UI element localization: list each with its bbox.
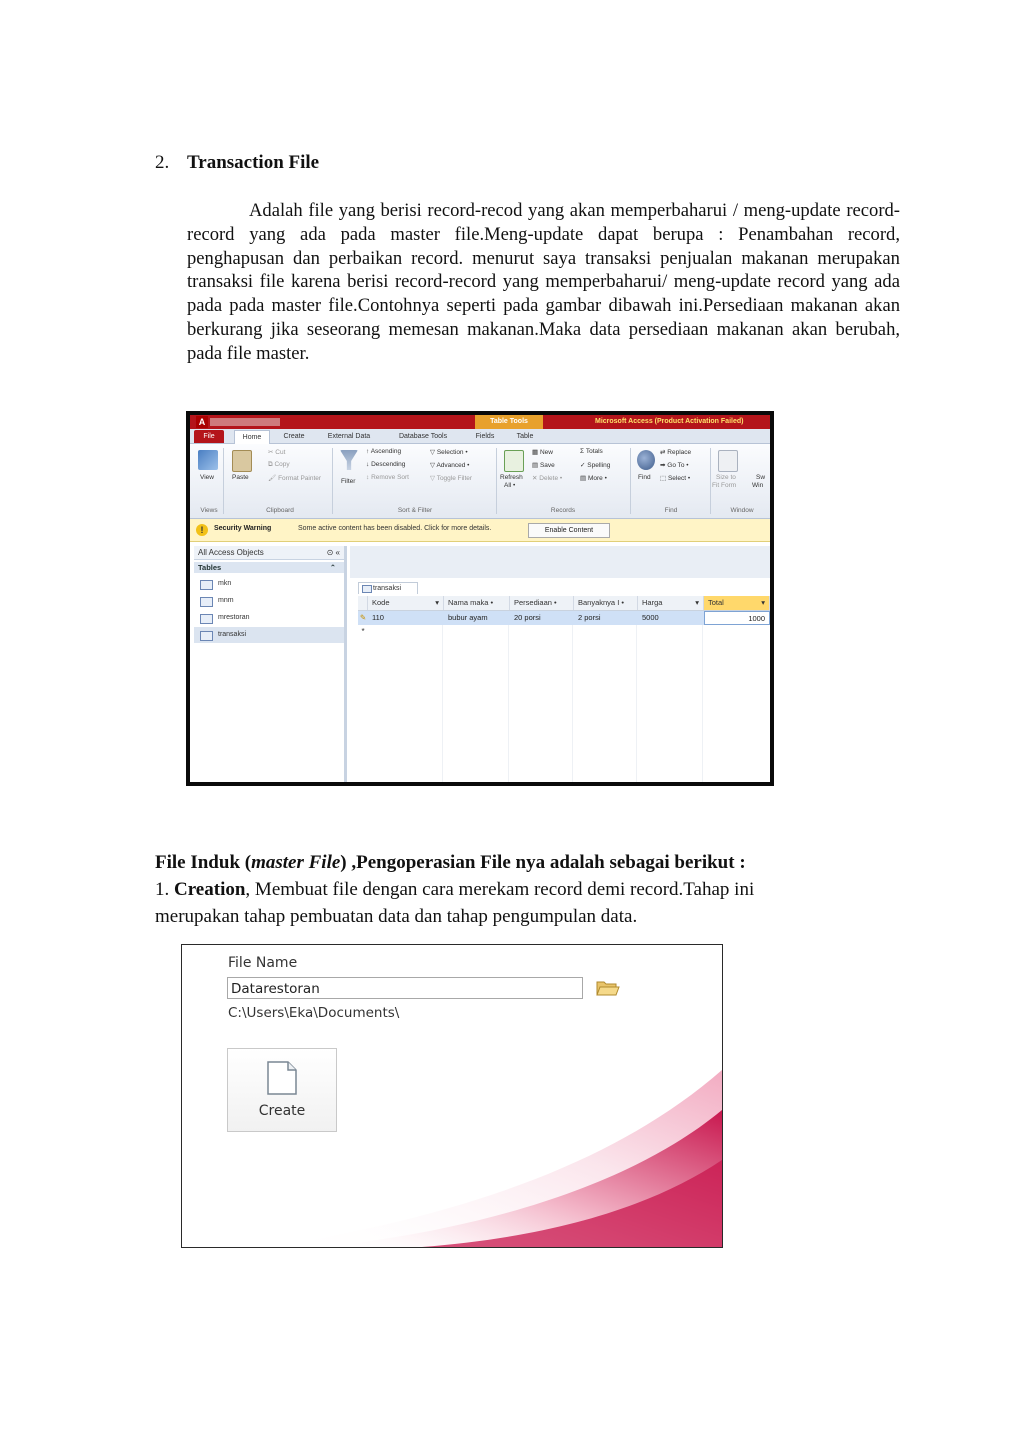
group-records: Records [550, 507, 576, 514]
ribbon [190, 444, 770, 519]
file-path: C:\Users\Eka\Documents\ [228, 1005, 400, 1021]
ascending-label: Ascending [370, 448, 402, 455]
paragraph-line: record, penghapusan dan perbaikan record. menurut saya transaksi penjualan [187, 223, 900, 269]
create-label: Create [258, 1103, 306, 1119]
view-button[interactable]: View [200, 474, 214, 481]
selection-label: Selection • [436, 449, 468, 456]
datasheet-area [350, 546, 770, 782]
find-icon[interactable] [637, 450, 655, 470]
find-button[interactable]: Find [638, 474, 651, 481]
view-icon[interactable] [198, 450, 218, 470]
descending-label: Descending [371, 461, 406, 468]
tab-table[interactable]: Table [516, 433, 534, 440]
heading-pre: File Induk ( [155, 852, 252, 873]
app-title: Microsoft Access (Product Activation Failed) [595, 418, 744, 425]
file-name-input[interactable]: Datarestoran [227, 977, 583, 999]
save-label: Save [539, 462, 555, 469]
table-icon [200, 631, 213, 641]
create-button[interactable] [227, 1048, 337, 1132]
group-window: Window [730, 507, 754, 514]
advanced-label: Advanced • [436, 462, 470, 469]
replace-label: Replace [667, 449, 692, 456]
ascending-button[interactable]: ↑ Ascending [366, 448, 402, 455]
remove-sort-label: Remove Sort [371, 474, 409, 481]
tab-file[interactable]: File [194, 430, 224, 443]
column-header-kode[interactable]: Kode ▾ [368, 596, 444, 610]
nav-header[interactable] [194, 546, 344, 560]
item-number: 1. [155, 879, 170, 900]
nav-item-mkn[interactable] [194, 576, 344, 592]
new-record-button[interactable]: ▦ New [532, 449, 553, 456]
section-paragraph [187, 199, 900, 366]
format-painter-label: Format Painter [278, 475, 322, 482]
column-header-total[interactable]: Total ▾ [704, 596, 770, 610]
selection-button[interactable]: ▽ Selection • [430, 449, 468, 456]
heading-italic: master File [251, 852, 341, 873]
cell-banyaknya[interactable]: 2 porsi [578, 613, 601, 622]
size-to-fit-label: Fit Form [712, 482, 737, 489]
cell-nama[interactable]: bubur ayam [448, 613, 488, 622]
security-warning-bar [190, 519, 770, 542]
navigation-pane [194, 546, 347, 782]
nav-item-label: mnm [218, 597, 234, 604]
select-label: Select • [667, 475, 691, 482]
paragraph-line: record-record yang ada pada master file.Meng-update dapat berupa : Penambahan [187, 200, 901, 245]
column-header-banyaknya[interactable]: Banyaknya I • [574, 596, 638, 610]
access-title-bar [190, 415, 770, 429]
quick-access-toolbar [210, 418, 280, 426]
security-warning-label: Security Warning [214, 525, 272, 532]
nav-item-transaksi[interactable] [194, 627, 344, 643]
file-name-label: File Name [228, 955, 298, 971]
cell-persediaan[interactable]: 20 porsi [514, 613, 541, 622]
creation-item-line2: merupakan tahap pembuatan data dan tahap pengumpulan data. [155, 906, 638, 927]
tab-external-data[interactable]: External Data [327, 433, 371, 440]
copy-label: Copy [274, 461, 290, 468]
goto-label: Go To • [667, 462, 689, 469]
heading-post: ) ,Pengoperasian File nya adalah sebagai berikut : [340, 852, 746, 873]
copy-button[interactable]: ⧉ Copy [268, 461, 290, 468]
item-bold: Creation [174, 879, 246, 900]
edit-pencil-icon: ✎ [359, 613, 367, 622]
subsection-heading [155, 852, 746, 874]
folder-open-icon[interactable] [596, 979, 620, 997]
switch-windows-label: Win [752, 482, 764, 489]
column-header-persediaan[interactable]: Persediaan • [510, 596, 574, 610]
more-label: More • [587, 475, 607, 482]
warning-icon: ! [196, 524, 208, 536]
delete-record-button[interactable]: ✕ Delete • [532, 475, 563, 482]
totals-button[interactable]: Σ Totals [580, 448, 603, 455]
spelling-label: Spelling [587, 462, 611, 469]
paragraph-line: dibawah ini.Persediaan makanan akan berkurang jika seseorang memesan [187, 295, 900, 340]
row-selector-header[interactable] [358, 596, 368, 610]
section-number: 2. [155, 152, 170, 173]
new-label: New [539, 449, 553, 456]
more-button[interactable]: ▤ More • [580, 475, 607, 482]
refresh-button[interactable]: Refresh [500, 474, 523, 481]
ribbon-tabs [190, 429, 770, 444]
remove-sort-button[interactable]: ↕ Remove Sort [366, 474, 409, 481]
select-button[interactable]: ⬚ Select • [660, 475, 691, 482]
tab-home[interactable]: Home [234, 430, 270, 444]
size-to-fit-icon[interactable] [718, 450, 738, 472]
paragraph-line: makanan.Maka data persediaan makanan akan berubah, pada file master. [187, 318, 901, 364]
refresh-icon[interactable] [504, 450, 524, 472]
paragraph-line: Adalah file yang berisi record-recod yang akan memperbaharui / meng-update [249, 200, 841, 221]
refresh-all-label: All • [504, 482, 516, 489]
column-header-label: Kode [372, 598, 390, 607]
paragraph-line: makanan merupakan transaksi file karena berisi record-record yang memperbaharui/ [187, 247, 900, 293]
goto-button[interactable]: ➡ Go To • [660, 462, 689, 469]
new-record-marker[interactable]: * [361, 627, 365, 636]
datasheet-header [358, 596, 770, 611]
tab-fields[interactable]: Fields [475, 433, 495, 440]
item-rest: , Membuat file dengan cara merekam record demi record.Tahap ini [245, 879, 755, 900]
table-icon [200, 597, 213, 607]
cell-kode[interactable]: 110 [372, 613, 384, 622]
blank-document-icon [266, 1061, 298, 1095]
nav-header-label: All Access Objects [198, 548, 264, 557]
paste-button[interactable]: Paste [232, 474, 249, 481]
datasheet-empty-area [368, 625, 770, 782]
access-logo-icon: A [196, 416, 208, 428]
section-title: Transaction File [187, 152, 320, 173]
advanced-button[interactable]: ▽ Advanced • [430, 462, 470, 469]
column-header-nama[interactable]: Nama maka • [444, 596, 510, 610]
datasheet-top [350, 546, 770, 578]
group-views: Views [200, 507, 218, 514]
nav-section-label: Tables [198, 563, 222, 572]
security-warning-message[interactable]: Some active content has been disabled. Click for more details. [298, 525, 492, 532]
column-header-label: Total [708, 598, 724, 607]
nav-item-label: transaksi [218, 631, 247, 638]
totals-label: Totals [585, 448, 603, 455]
filter-button[interactable]: Filter [341, 478, 356, 485]
nav-item-mrestoran[interactable] [194, 610, 344, 626]
table-icon [200, 614, 213, 624]
size-to-fit-button[interactable]: Size to [716, 474, 736, 481]
format-painter-button[interactable]: 🖌 Format Painter [268, 475, 322, 482]
replace-button[interactable]: ⇄ Replace [660, 449, 692, 456]
column-header-harga[interactable]: Harga ▾ [638, 596, 704, 610]
toggle-filter-button[interactable]: ▽ Toggle Filter [430, 475, 473, 482]
group-find: Find [664, 507, 678, 514]
tab-create[interactable]: Create [283, 433, 305, 440]
enable-content-button[interactable]: Enable Content [528, 523, 610, 538]
table-row[interactable] [358, 611, 770, 625]
creation-item [155, 879, 754, 901]
table-tools-tab: Table Tools [475, 415, 543, 429]
group-sort-filter: Sort & Filter [397, 507, 433, 514]
paragraph-line: meng-update record yang ada pada pada master file.Contohnya seperti pada gambar [187, 271, 900, 317]
nav-item-label: mkn [218, 580, 232, 587]
table-icon [200, 580, 213, 590]
cut-label: Cut [275, 449, 286, 456]
toggle-filter-label: Toggle Filter [436, 475, 473, 482]
cell-total[interactable]: 1000 [704, 611, 770, 625]
save-record-button[interactable]: ▤ Save [532, 462, 555, 469]
delete-label: Delete • [539, 475, 563, 482]
filter-icon[interactable] [340, 450, 358, 470]
create-dialog-screenshot [181, 944, 723, 1248]
cell-harga[interactable]: 5000 [642, 613, 659, 622]
spelling-button[interactable]: ✓ Spelling [580, 462, 611, 469]
section-collapse-icon[interactable]: ⌃ [329, 563, 336, 572]
tab-database-tools[interactable]: Database Tools [398, 433, 448, 440]
nav-item-mnm[interactable] [194, 593, 344, 609]
paste-icon[interactable] [232, 450, 252, 472]
group-clipboard: Clipboard [266, 507, 294, 514]
tab-transaksi[interactable]: transaksi [358, 582, 418, 594]
nav-item-label: mrestoran [218, 614, 250, 621]
descending-button[interactable]: ↓ Descending [366, 461, 406, 468]
switch-windows-button[interactable]: Sw [756, 474, 766, 481]
access-screenshot [186, 411, 774, 786]
column-header-label: Harga [642, 598, 663, 607]
nav-collapse-icon[interactable]: ⊙ « [326, 548, 340, 557]
nav-section-tables[interactable] [194, 562, 344, 573]
cut-button[interactable]: ✂ Cut [268, 449, 286, 456]
